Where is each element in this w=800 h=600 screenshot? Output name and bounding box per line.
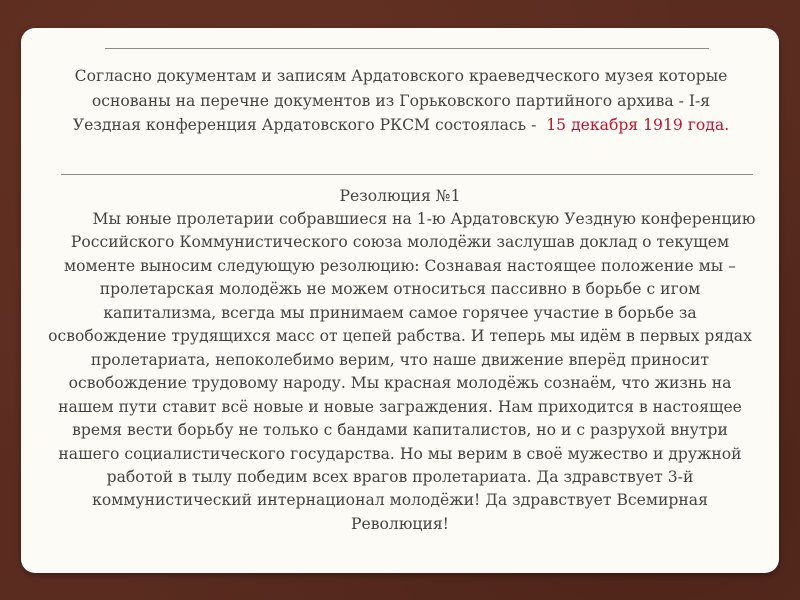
slide-card xyxy=(21,28,779,573)
middle-divider xyxy=(61,174,753,175)
intro-paragraph xyxy=(71,64,731,138)
resolution-body xyxy=(43,208,757,536)
resolution-title: Резолюция №1 xyxy=(339,187,461,205)
top-divider xyxy=(105,48,709,49)
conference-date: 15 декабря 1919 года. xyxy=(546,116,730,134)
resolution-text: Мы юные пролетарии собравшиеся на 1-ю Ардатовскую Уездную конференцию Российского Коммунистического союза молодёжи заслушав доклад о текущем моменте выносим следующую резолюцию: Сознавая настоящее положение мы – пролетарская молодёжь не можем относиться пассивно в борьбе с игом капитализма, всегда мы принимаем самое горячее участие в борьбе за освобождение трудящихся масс от цепей рабства. И теперь мы идём в первых рядах пролетариата, непоколебимо верим, что наше движение вперёд приносит освобождение трудовому народу. Мы красная молодёжь сознаём, что жизнь на нашем пути ставит всё новые и новые заграждения. Нам приходится в настоящее время вести борьбу не только с бандами капиталистов, но и с разрухой внутри нашего социалистического государства. Но мы верим в своё мужество и дружной работой в тылу победим всех врагов пролетариата. Да здравствует 3-й коммунистический интернационал молодёжи! Да здравствует Всемирная Революция! xyxy=(48,210,756,533)
intro-text: Согласно документам и записям Ардатовского краеведческого музея которые основаны на перечне документов из Горьковского партийного архива - I-я Уездная конференция Ардатовского РКСМ состоялась - xyxy=(72,67,728,134)
